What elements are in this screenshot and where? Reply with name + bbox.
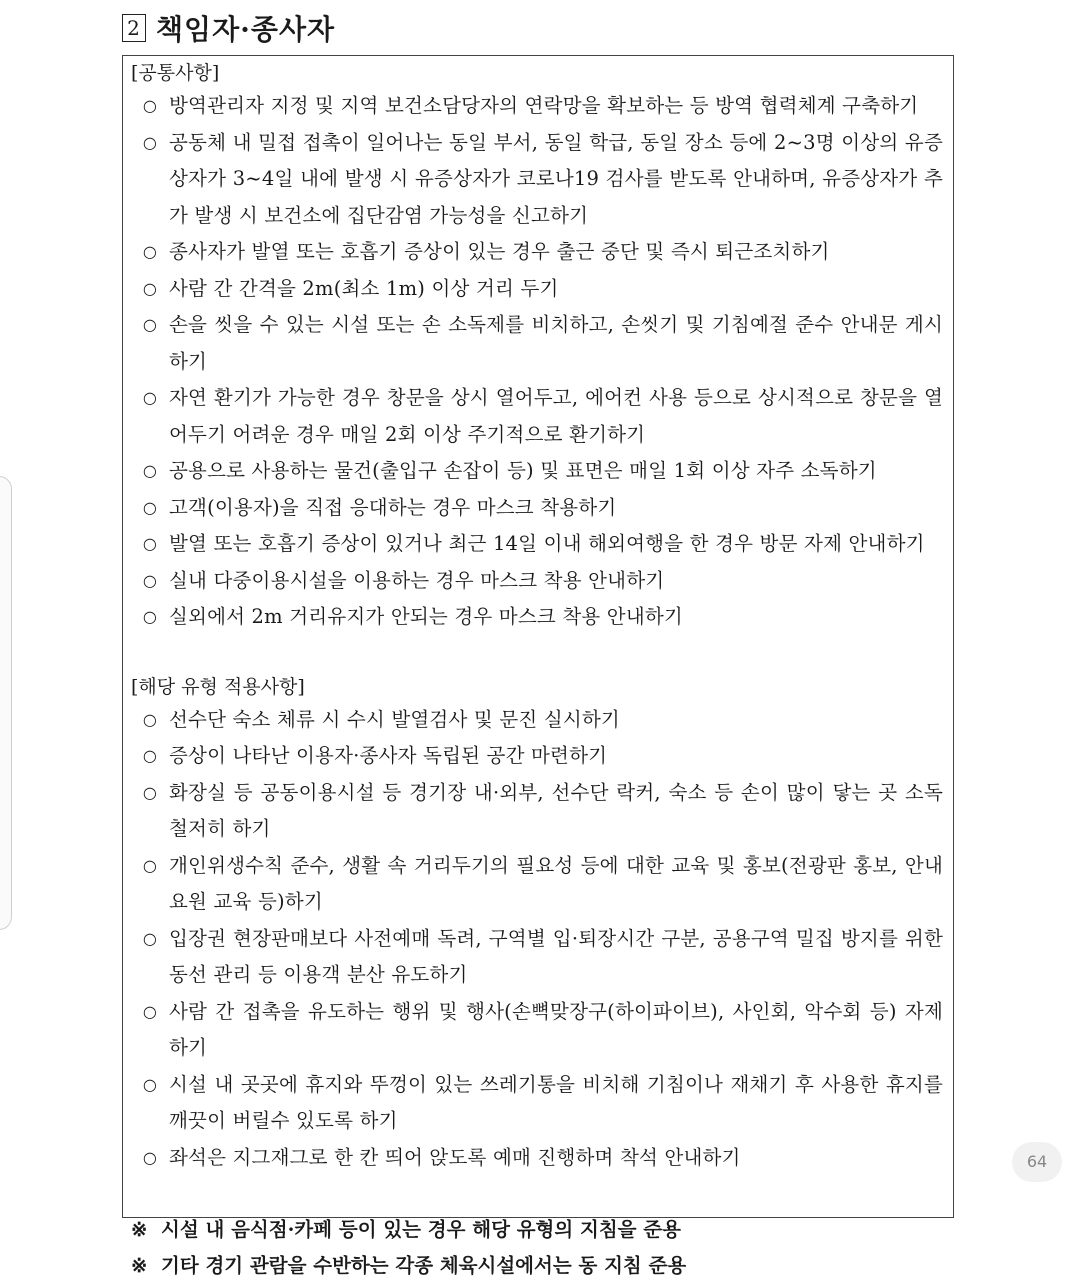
list-item-text: 개인위생수칙 준수, 생활 속 거리두기의 필요성 등에 대한 교육 및 홍보(전광판 홍보, 안내요원 교육 등)하기 bbox=[169, 853, 943, 913]
list-item bbox=[131, 453, 943, 490]
circle-bullet-icon: ○ bbox=[142, 278, 158, 298]
page-number-badge[interactable]: 64 bbox=[1012, 1142, 1062, 1182]
list-item bbox=[131, 380, 943, 453]
circle-bullet-icon: ○ bbox=[142, 315, 158, 334]
list-item-text: 손을 씻을 수 있는 시설 또는 손 소독제를 비치하고, 손씻기 및 기침예절 준수 안내문 게시하기 bbox=[169, 313, 943, 373]
circle-bullet-icon: ○ bbox=[142, 709, 158, 729]
list-item-text: 고객(이용자)을 직접 응대하는 경우 마스크 착용하기 bbox=[169, 495, 617, 519]
section-number: 2 bbox=[122, 14, 146, 42]
list-item-text: 자연 환기가 가능한 경우 창문을 상시 열어두고, 에어컨 사용 등으로 상시적으로 창문을 열어두기 어려운 경우 매일 2회 이상 주기적으로 환기하기 bbox=[169, 386, 943, 446]
circle-bullet-icon: ○ bbox=[142, 746, 158, 765]
list-item bbox=[131, 88, 943, 125]
list-item-text: 발열 또는 호흡기 증상이 있거나 최근 14일 이내 해외여행을 한 경우 방문 자제 안내하기 bbox=[169, 532, 925, 555]
circle-bullet-icon: ○ bbox=[142, 242, 158, 261]
list-item bbox=[131, 271, 943, 308]
note-line bbox=[131, 1212, 943, 1248]
common-items-list bbox=[131, 88, 943, 636]
list-item bbox=[131, 563, 943, 600]
list-item-text: 화장실 등 공동이용시설 등 경기장 내·외부, 선수단 락커, 숙소 등 손이 많이 닿는 곳 소독 철저히 하기 bbox=[169, 780, 943, 840]
list-item bbox=[131, 234, 943, 271]
list-item-text: 공용으로 사용하는 물건(출입구 손잡이 등) 및 표면은 매일 1회 이상 자주 소독하기 bbox=[169, 459, 877, 482]
circle-bullet-icon: ○ bbox=[142, 928, 158, 948]
circle-bullet-icon: ○ bbox=[142, 461, 158, 480]
note-line bbox=[131, 1248, 943, 1284]
list-item bbox=[131, 1067, 943, 1140]
circle-bullet-icon: ○ bbox=[142, 1001, 158, 1021]
list-item-text: 사람 간 간격을 2m(최소 1m) 이상 거리 두기 bbox=[169, 276, 559, 300]
list-item bbox=[131, 994, 943, 1067]
circle-bullet-icon: ○ bbox=[142, 855, 158, 875]
circle-bullet-icon: ○ bbox=[142, 388, 158, 407]
section-heading bbox=[122, 8, 335, 48]
list-item-text: 방역관리자 지정 및 지역 보건소담당자의 연락망을 확보하는 등 방역 협력체계 구축하기 bbox=[169, 94, 919, 117]
circle-bullet-icon: ○ bbox=[142, 96, 158, 115]
list-item bbox=[131, 921, 943, 994]
list-item bbox=[131, 125, 943, 235]
reference-mark-icon: ※ bbox=[131, 1218, 148, 1241]
list-item bbox=[131, 738, 943, 775]
circle-bullet-icon: ○ bbox=[142, 570, 158, 590]
circle-bullet-icon: ○ bbox=[142, 497, 158, 517]
circle-bullet-icon: ○ bbox=[142, 132, 158, 152]
specific-items-list bbox=[131, 702, 943, 1177]
common-section-label: [공통사항] bbox=[131, 62, 220, 84]
list-item bbox=[131, 775, 943, 848]
list-item bbox=[131, 526, 943, 563]
circle-bullet-icon: ○ bbox=[142, 782, 158, 802]
circle-bullet-icon: ○ bbox=[142, 1147, 158, 1167]
section-title: 책임자·종사자 bbox=[156, 13, 336, 46]
list-item bbox=[131, 490, 943, 527]
circle-bullet-icon: ○ bbox=[142, 534, 158, 553]
guideline-box bbox=[122, 55, 954, 1277]
note-text: 시설 내 음식점·카페 등이 있는 경우 해당 유형의 지침을 준용 bbox=[161, 1218, 681, 1241]
list-item-text: 증상이 나타난 이용자·종사자 독립된 공간 마련하기 bbox=[169, 744, 608, 767]
notes-list bbox=[131, 1212, 943, 1284]
list-item bbox=[131, 848, 943, 921]
list-item bbox=[131, 702, 943, 739]
list-item-text: 사람 간 접촉을 유도하는 행위 및 행사(손뼉맞장구(하이파이브), 사인회, 악수회 등) 자제하기 bbox=[169, 999, 943, 1059]
list-item-text: 공동체 내 밀접 접촉이 일어나는 동일 부서, 동일 학급, 동일 장소 등에 2~3명 이상의 유증상자가 3~4일 내에 발생 시 유증상자가 코로나19 검사를 받도록 안내하며, 유증상자가 추가 발생 시 보건소에 집단감염 가능성을 신고하기 bbox=[169, 130, 943, 227]
list-item bbox=[131, 307, 943, 380]
list-item-text: 실외에서 2m 거리유지가 안되는 경우 마스크 착용 안내하기 bbox=[169, 605, 683, 628]
circle-bullet-icon: ○ bbox=[142, 1074, 158, 1094]
list-item-text: 시설 내 곳곳에 휴지와 뚜껑이 있는 쓰레기통을 비치해 기침이나 재채기 후 사용한 휴지를 깨끗이 버릴수 있도록 하기 bbox=[169, 1072, 943, 1132]
list-item bbox=[131, 599, 943, 636]
list-item bbox=[131, 1140, 943, 1177]
list-item-text: 선수단 숙소 체류 시 수시 발열검사 및 문진 실시하기 bbox=[169, 707, 620, 731]
list-item-text: 좌석은 지그재그로 한 칸 띄어 앉도록 예매 진행하며 착석 안내하기 bbox=[169, 1145, 741, 1169]
list-item-text: 종사자가 발열 또는 호흡기 증상이 있는 경우 출근 중단 및 즉시 퇴근조치하기 bbox=[169, 240, 830, 263]
side-panel-handle[interactable] bbox=[0, 476, 12, 930]
reference-mark-icon: ※ bbox=[131, 1254, 148, 1277]
list-item-text: 실내 다중이용시설을 이용하는 경우 마스크 착용 안내하기 bbox=[169, 568, 665, 592]
specific-section-label: [해당 유형 적용사항] bbox=[131, 675, 305, 698]
list-item-text: 입장권 현장판매보다 사전예매 독려, 구역별 입·퇴장시간 구분, 공용구역 밀집 방지를 위한 동선 관리 등 이용객 분산 유도하기 bbox=[169, 926, 943, 986]
circle-bullet-icon: ○ bbox=[142, 607, 158, 626]
note-text: 기타 경기 관람을 수반하는 각종 체육시설에서는 동 지침 준용 bbox=[161, 1254, 687, 1277]
